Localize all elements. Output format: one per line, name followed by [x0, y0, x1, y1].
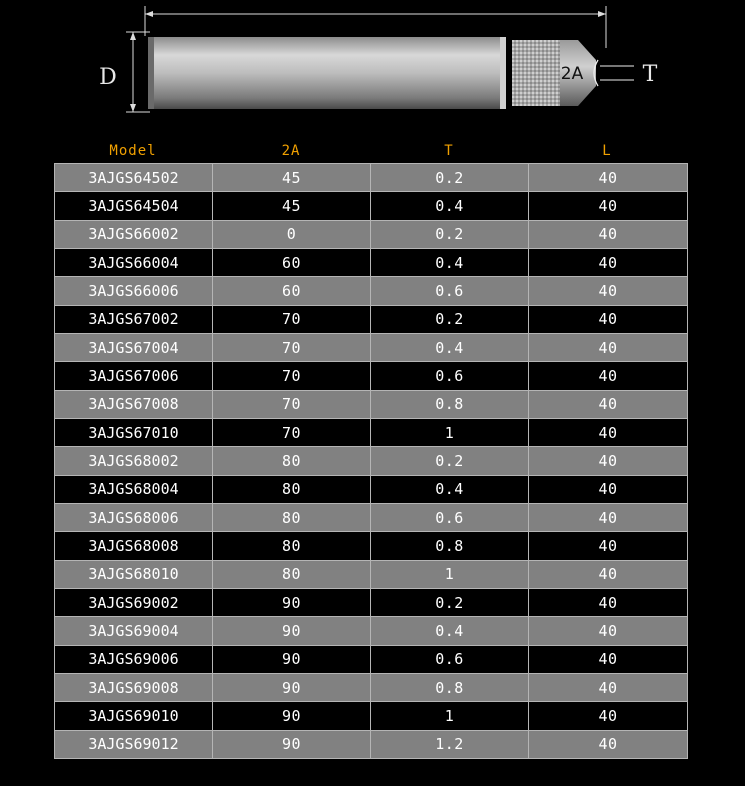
table-row — [55, 702, 688, 730]
cell-model: 3AJGS69004 — [55, 617, 213, 645]
cell-l: 40 — [529, 390, 688, 418]
table-row — [55, 503, 688, 531]
cell-t: 0.4 — [371, 333, 529, 361]
tool-shaft — [148, 37, 506, 109]
cell-2a: 45 — [213, 192, 371, 220]
cell-t: 0.4 — [371, 617, 529, 645]
table-row — [55, 645, 688, 673]
cell-2a: 70 — [213, 333, 371, 361]
table-row — [55, 277, 688, 305]
cell-t: 0.8 — [371, 532, 529, 560]
cell-model: 3AJGS69012 — [55, 730, 213, 758]
cell-l: 40 — [529, 305, 688, 333]
cell-2a: 90 — [213, 617, 371, 645]
spec-table-body — [55, 164, 688, 759]
cell-2a: 60 — [213, 277, 371, 305]
cell-t: 0.6 — [371, 362, 529, 390]
cell-2a: 70 — [213, 418, 371, 446]
table-row — [55, 475, 688, 503]
table-header — [54, 140, 686, 162]
table-row — [55, 390, 688, 418]
cell-model: 3AJGS67008 — [55, 390, 213, 418]
cell-t: 0.2 — [371, 447, 529, 475]
cell-t: 1 — [371, 418, 529, 446]
cell-t: 0.2 — [371, 305, 529, 333]
tool-diagram — [0, 0, 745, 140]
cell-l: 40 — [529, 702, 688, 730]
cell-2a: 70 — [213, 390, 371, 418]
cell-2a: 90 — [213, 673, 371, 701]
cell-model: 3AJGS64504 — [55, 192, 213, 220]
cell-model: 3AJGS68002 — [55, 447, 213, 475]
cell-t: 0.6 — [371, 503, 529, 531]
cell-model: 3AJGS69010 — [55, 702, 213, 730]
spec-table — [54, 163, 688, 759]
cell-model: 3AJGS66002 — [55, 220, 213, 248]
cell-2a: 70 — [213, 362, 371, 390]
cell-l: 40 — [529, 447, 688, 475]
cell-model: 3AJGS64502 — [55, 164, 213, 192]
header-model: Model — [109, 143, 157, 159]
cell-t: 1 — [371, 702, 529, 730]
header-2a: 2A — [281, 143, 301, 159]
cell-model: 3AJGS66006 — [55, 277, 213, 305]
cell-l: 40 — [529, 730, 688, 758]
cell-t: 0.4 — [371, 192, 529, 220]
diameter-dimension-line — [126, 32, 150, 112]
cell-l: 40 — [529, 333, 688, 361]
cell-l: 40 — [529, 418, 688, 446]
cell-l: 40 — [529, 532, 688, 560]
cell-2a: 90 — [213, 730, 371, 758]
cell-2a: 60 — [213, 248, 371, 276]
table-row — [55, 192, 688, 220]
header-l: L — [602, 143, 612, 159]
cell-model: 3AJGS69006 — [55, 645, 213, 673]
table-row — [55, 560, 688, 588]
cell-t: 0.2 — [371, 220, 529, 248]
cell-model: 3AJGS68008 — [55, 532, 213, 560]
cell-t: 0.8 — [371, 673, 529, 701]
cell-t: 0.4 — [371, 248, 529, 276]
label-t: T — [642, 62, 658, 87]
cell-t: 0.6 — [371, 645, 529, 673]
cell-l: 40 — [529, 192, 688, 220]
cell-l: 40 — [529, 277, 688, 305]
table-row — [55, 730, 688, 758]
cell-2a: 80 — [213, 503, 371, 531]
cell-model: 3AJGS68006 — [55, 503, 213, 531]
cell-2a: 70 — [213, 305, 371, 333]
table-row — [55, 305, 688, 333]
tool-tip — [512, 40, 596, 106]
cell-l: 40 — [529, 475, 688, 503]
table-row — [55, 220, 688, 248]
cell-t: 0.4 — [371, 475, 529, 503]
cell-model: 3AJGS67004 — [55, 333, 213, 361]
cell-l: 40 — [529, 362, 688, 390]
table-row — [55, 418, 688, 446]
cell-l: 40 — [529, 220, 688, 248]
cell-model: 3AJGS68004 — [55, 475, 213, 503]
header-t: T — [444, 143, 454, 159]
cell-2a: 80 — [213, 447, 371, 475]
table-row — [55, 248, 688, 276]
cell-2a: 80 — [213, 560, 371, 588]
cell-2a: 80 — [213, 532, 371, 560]
table-row — [55, 532, 688, 560]
table-row — [55, 617, 688, 645]
cell-l: 40 — [529, 248, 688, 276]
cell-model: 3AJGS69002 — [55, 588, 213, 616]
cell-2a: 90 — [213, 588, 371, 616]
label-2a: 2A — [560, 64, 584, 84]
table-row — [55, 164, 688, 192]
cell-t: 0.2 — [371, 588, 529, 616]
table-row — [55, 673, 688, 701]
cell-l: 40 — [529, 503, 688, 531]
cell-2a: 45 — [213, 164, 371, 192]
cell-2a: 80 — [213, 475, 371, 503]
cell-t: 1.2 — [371, 730, 529, 758]
cell-model: 3AJGS67006 — [55, 362, 213, 390]
cell-l: 40 — [529, 164, 688, 192]
cell-model: 3AJGS69008 — [55, 673, 213, 701]
cell-l: 40 — [529, 645, 688, 673]
table-row — [55, 588, 688, 616]
table-row — [55, 333, 688, 361]
cell-l: 40 — [529, 617, 688, 645]
cell-l: 40 — [529, 673, 688, 701]
cell-model: 3AJGS66004 — [55, 248, 213, 276]
table-row — [55, 447, 688, 475]
cell-2a: 0 — [213, 220, 371, 248]
cell-2a: 90 — [213, 645, 371, 673]
cell-t: 0.2 — [371, 164, 529, 192]
table-row — [55, 362, 688, 390]
cell-l: 40 — [529, 588, 688, 616]
cell-t: 1 — [371, 560, 529, 588]
cell-model: 3AJGS67010 — [55, 418, 213, 446]
cell-t: 0.8 — [371, 390, 529, 418]
cell-model: 3AJGS67002 — [55, 305, 213, 333]
label-d: D — [99, 65, 117, 90]
cell-t: 0.6 — [371, 277, 529, 305]
tip-angle-markers — [594, 60, 634, 86]
cell-model: 3AJGS68010 — [55, 560, 213, 588]
cell-2a: 90 — [213, 702, 371, 730]
cell-l: 40 — [529, 560, 688, 588]
